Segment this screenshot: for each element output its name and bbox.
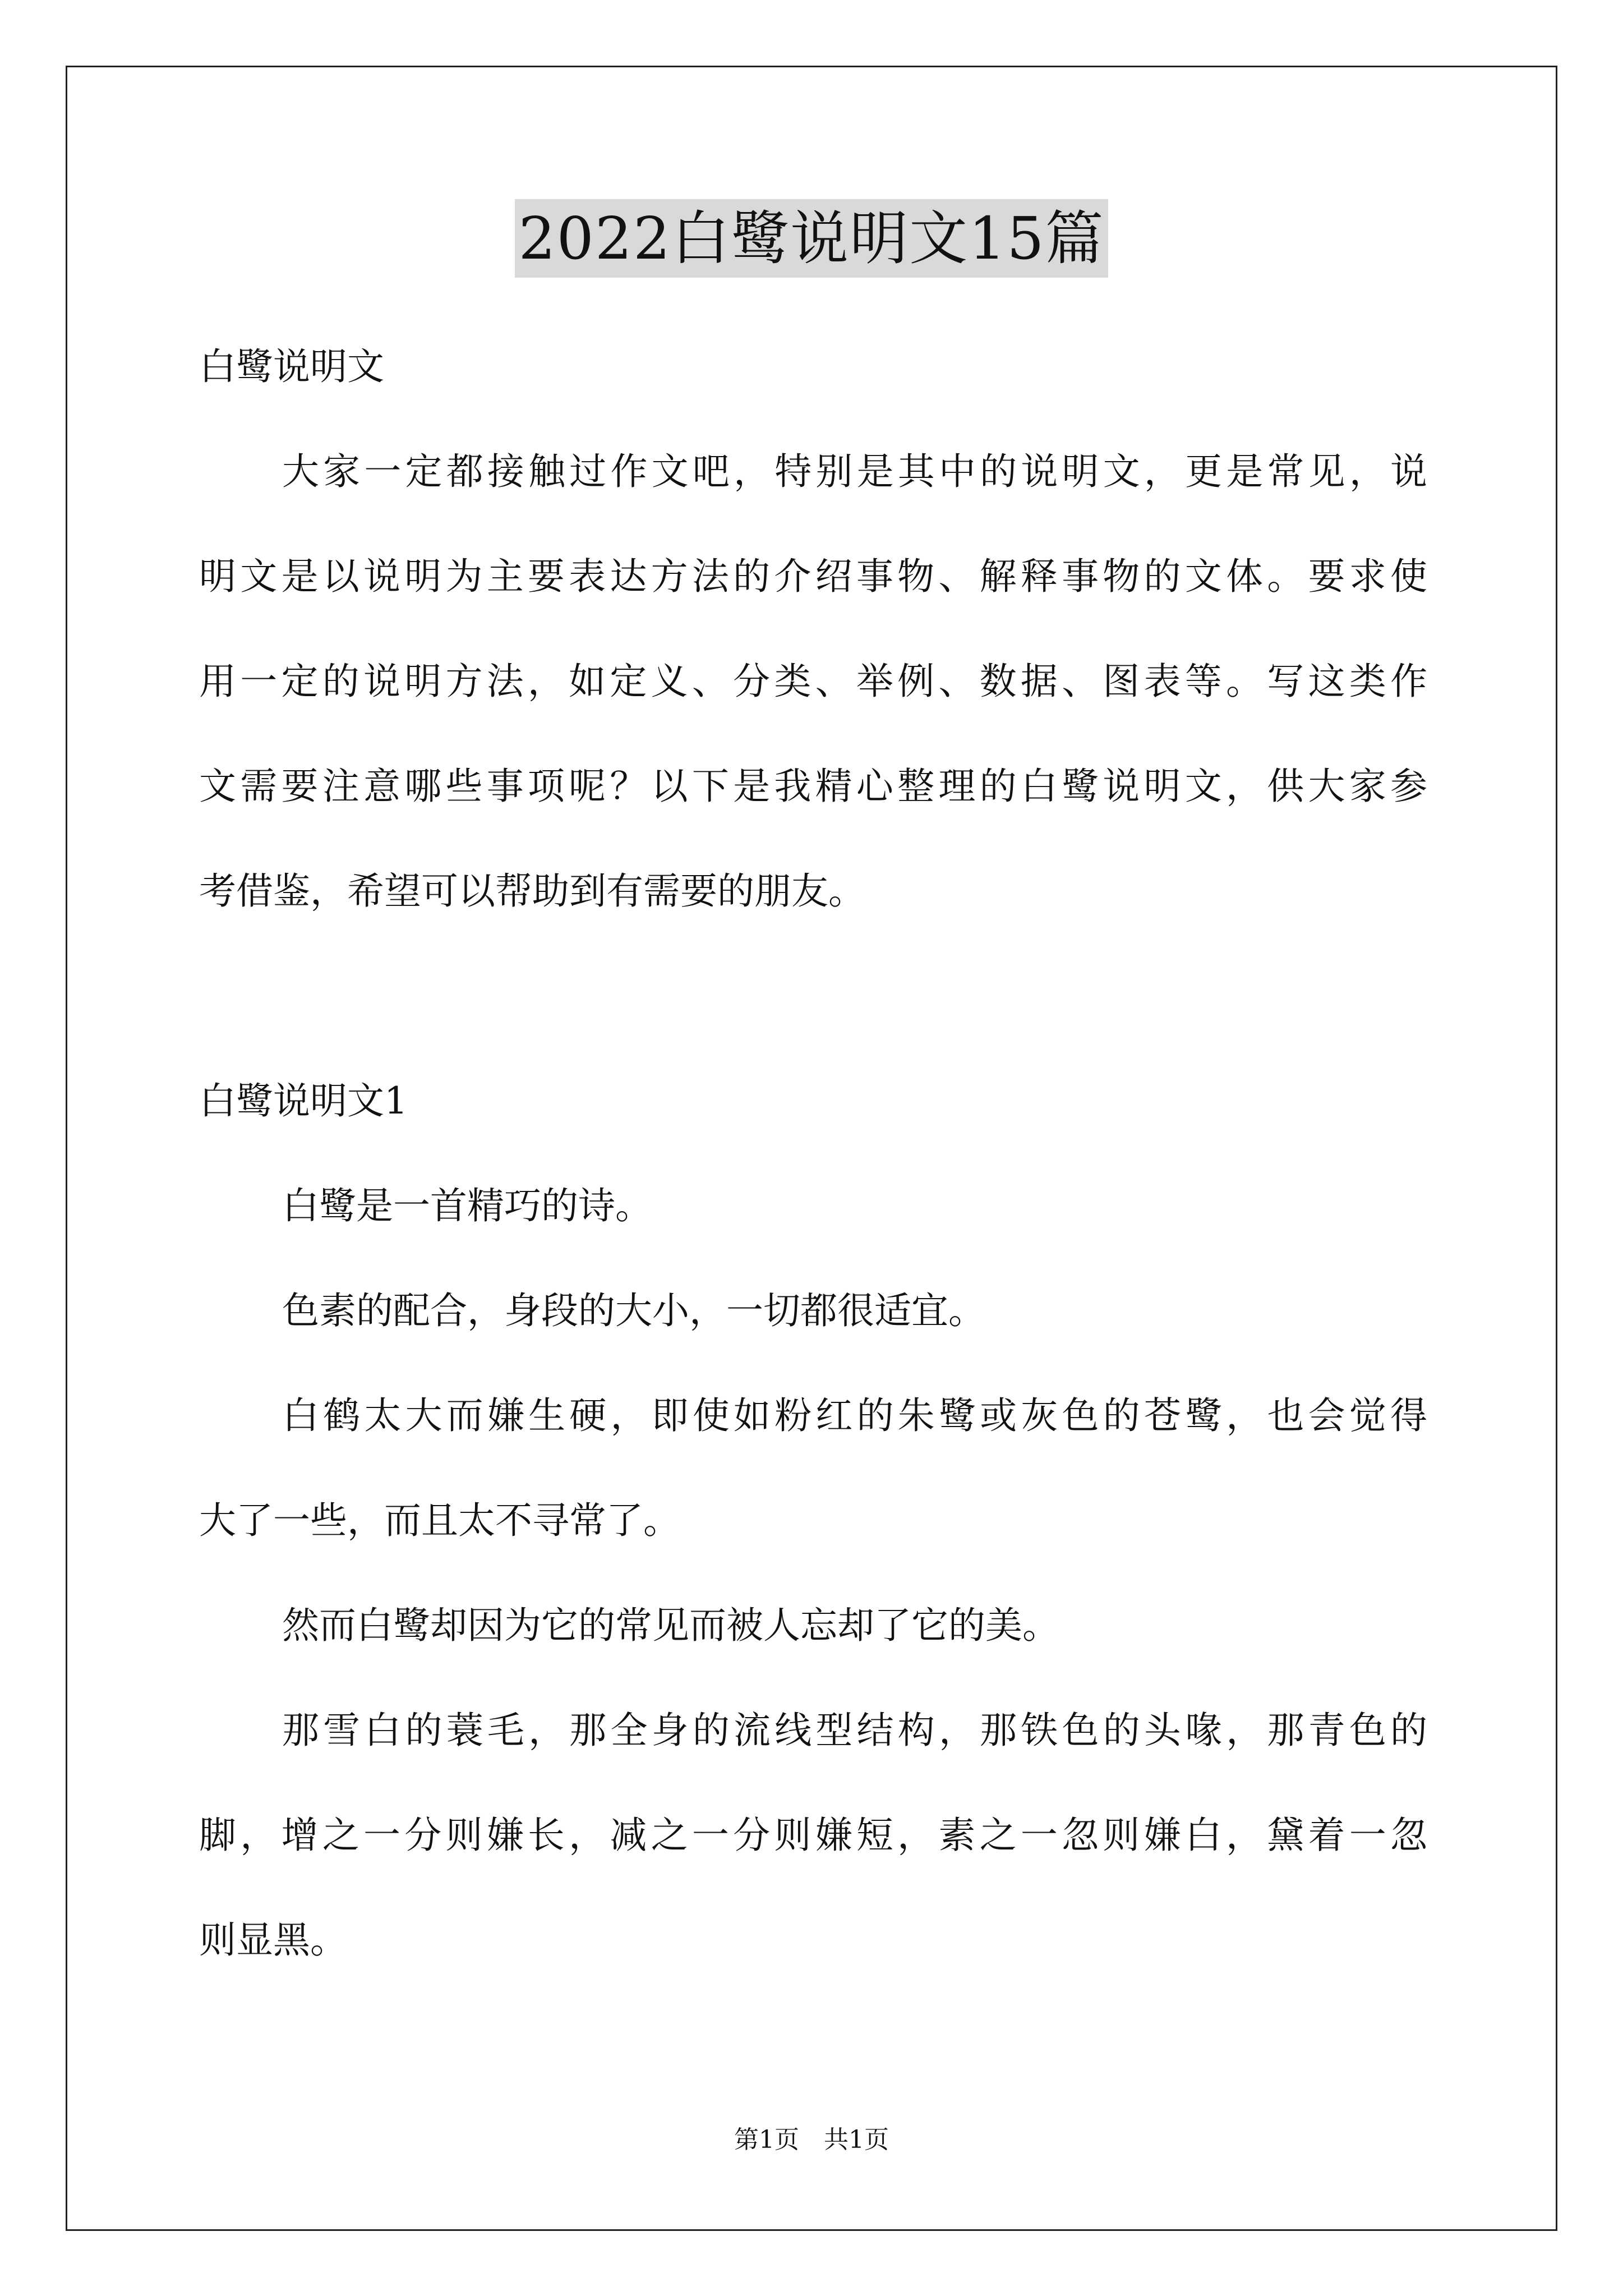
intro-paragraph-line: 大家一定都接触过作文吧，特别是其中的说明文，更是常见，说 <box>282 450 1427 493</box>
paragraph-spacer <box>199 944 1427 1048</box>
intro-paragraph-line: 明文是以说明为主要表达方法的介绍事物、解释事物的文体。要求使 <box>199 555 1427 598</box>
intro-paragraph-line: 文需要注意哪些事项呢？以下是我精心整理的白鹭说明文，供大家参 <box>199 765 1427 808</box>
section-paragraph-line: 大了一些，而且太不寻常了。 <box>199 1499 680 1542</box>
document-body <box>199 314 1427 1993</box>
page-footer: 第1页 共1页 <box>734 2125 889 2154</box>
intro-heading: 白鹭说明文 <box>199 345 384 388</box>
document-title: 2022白鹭说明文15篇 <box>515 199 1108 278</box>
title-container <box>0 199 1623 278</box>
section-heading: 白鹭说明文1 <box>199 1079 408 1122</box>
section-paragraph: 色素的配合，身段的大小，一切都很适宜。 <box>282 1289 985 1332</box>
intro-paragraph-line: 用一定的说明方法，如定义、分类、举例、数据、图表等。写这类作 <box>199 660 1427 703</box>
section-paragraph-line: 脚，增之一分则嫌长，减之一分则嫌短，素之一忽则嫌白，黛着一忽 <box>199 1814 1427 1857</box>
section-paragraph-line: 白鹤太大而嫌生硬，即使如粉红的朱鹭或灰色的苍鹭，也会觉得 <box>282 1394 1427 1437</box>
section-paragraph: 然而白鹭却因为它的常见而被人忘却了它的美。 <box>282 1604 1059 1647</box>
section-paragraph-line: 那雪白的蓑毛，那全身的流线型结构，那铁色的头喙，那青色的 <box>282 1709 1427 1752</box>
section-paragraph: 白鹭是一首精巧的诗。 <box>282 1184 652 1227</box>
section-paragraph-line: 则显黑。 <box>199 1918 347 1962</box>
intro-paragraph-line: 考借鉴，希望可以帮助到有需要的朋友。 <box>199 869 865 913</box>
